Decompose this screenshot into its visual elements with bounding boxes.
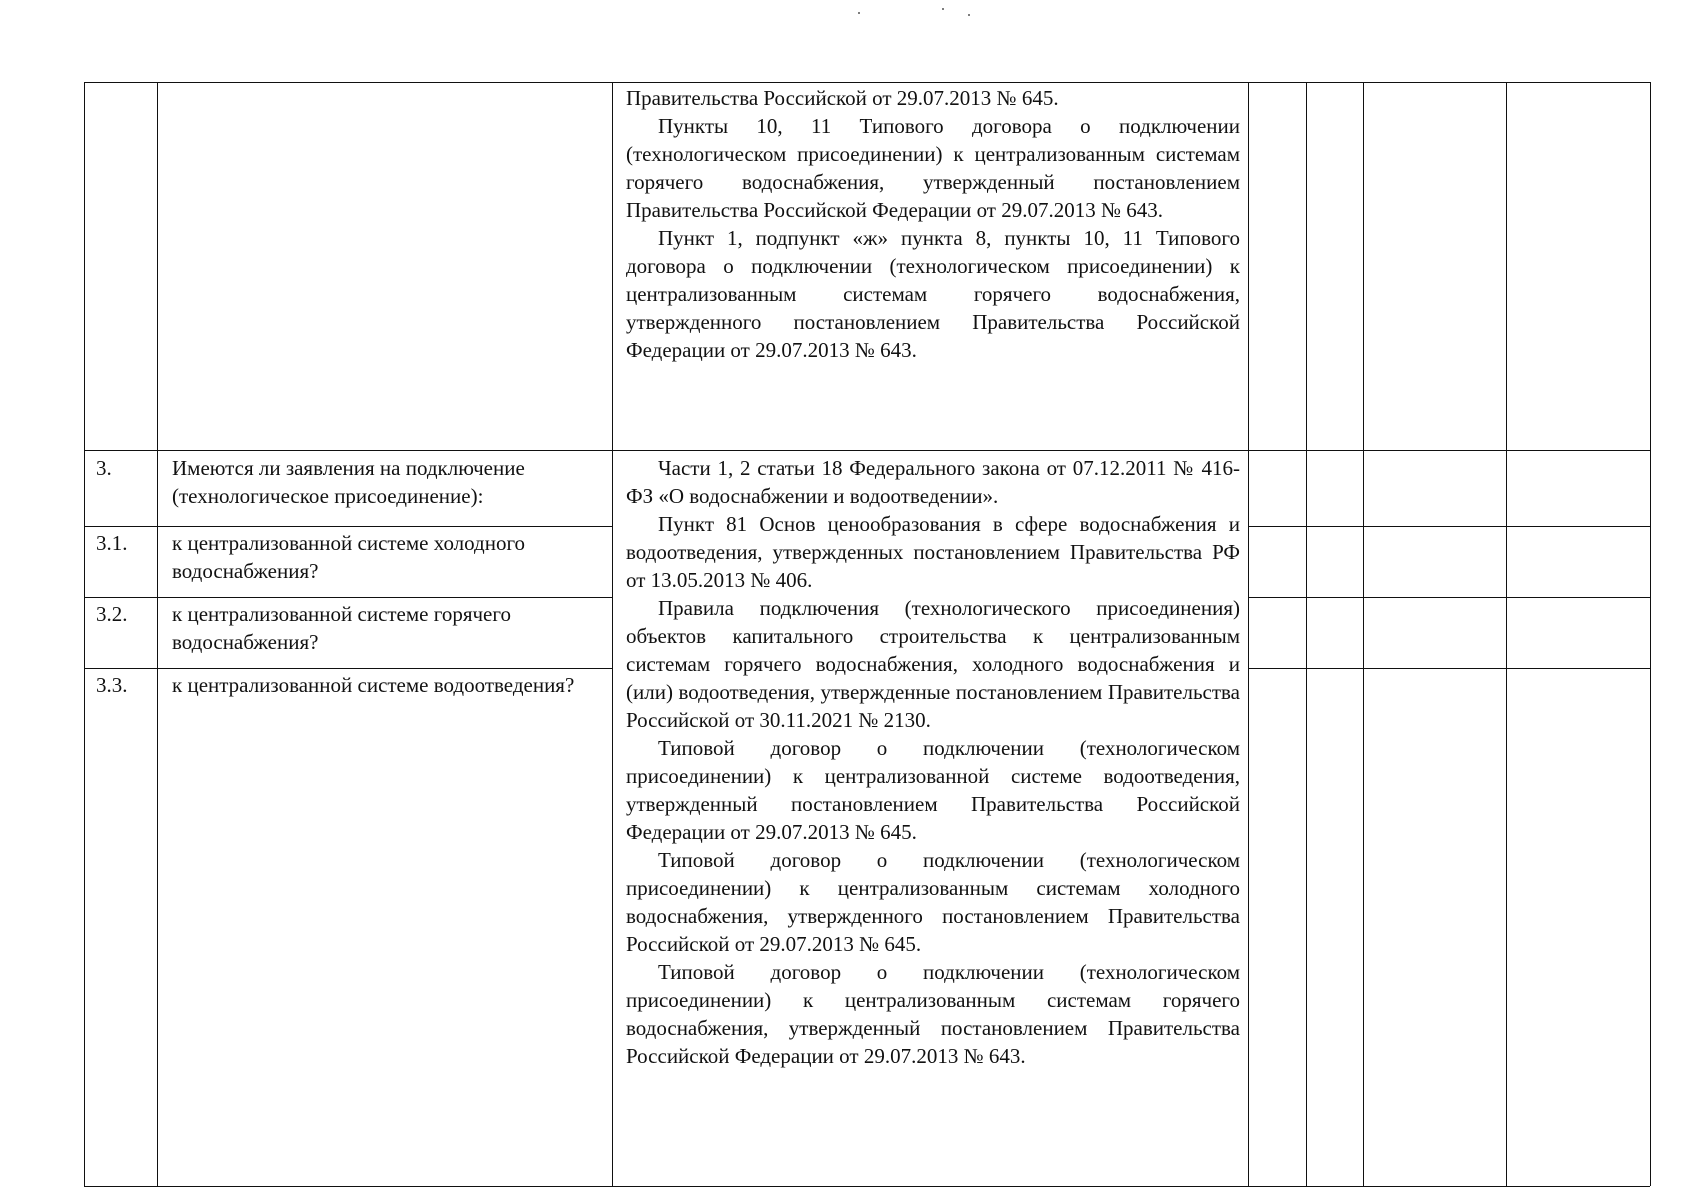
row-number: 3.1.: [96, 531, 128, 555]
row-separator-3-1-right: [1248, 526, 1650, 527]
row-separator-3-3-right: [1248, 668, 1650, 669]
question-text: Имеются ли заявления на подключение (технологическое присоединение):: [172, 456, 525, 508]
row-separator-3-3: [84, 668, 612, 669]
question-text: к централизованной системе горячего водоснабжения?: [172, 602, 511, 654]
table-divider-legal: [1248, 82, 1249, 1186]
legal-paragraph: Правительства Российской от 29.07.2013 № 645.: [626, 86, 1059, 110]
question-text: к централизованной системе холодного водоснабжения?: [172, 531, 526, 583]
row-number: 3.3.: [96, 673, 128, 697]
row-separator-3: [84, 450, 1650, 451]
row-separator-3-2: [84, 597, 612, 598]
legal-references: [626, 454, 1240, 1070]
table-border-top: [84, 82, 1650, 83]
row-separator-3-1: [84, 526, 612, 527]
row-number: 3.: [96, 456, 112, 480]
table-divider-c1: [1306, 82, 1307, 1186]
table-divider-c3: [1506, 82, 1507, 1186]
legal-paragraph: Пункт 1, подпункт «ж» пункта 8, пункты 10, 11 Типового договора о подключении (технологическом присоединении) к централизованным системам горячего водоснабжения, утвержденного постановлением Правительства Российской Федерации от 29.07.2013 № 643.: [626, 226, 1240, 362]
scan-speck: [942, 8, 944, 10]
legal-paragraph: Пункт 81 Основ ценообразования в сфере водоснабжения и водоотведения, утвержденных постановлением Правительства РФ от 13.05.2013 № 406.: [626, 512, 1240, 592]
row-separator-3-2-right: [1248, 597, 1650, 598]
table-divider-num: [157, 82, 158, 1186]
table-border-bottom: [84, 1186, 1650, 1187]
legal-paragraph: Типовой договор о подключении (технологическом присоединении) к централизованным системам холодного водоснабжения, утвержденного постановлением Правительства Российской от 29.07.2013 № 645.: [626, 848, 1240, 956]
legal-paragraph: Части 1, 2 статьи 18 Федерального закона от 07.12.2011 № 416-ФЗ «О водоснабжении и водоотведении».: [626, 456, 1240, 508]
legal-paragraph: Правила подключения (технологического присоединения) объектов капитального строительства к централизованным системам горячего водоснабжения, холодного водоснабжения и (или) водоотведения, утвержденные постановлением Правительства Российской от 30.11.2021 № 2130.: [626, 596, 1240, 732]
legal-paragraph: Пункты 10, 11 Типового договора о подключении (технологическом присоединении) к централизованным системам горячего водоснабжения, утвержденный постановлением Правительства Российской Федерации от 29.07.2013 № 643.: [626, 114, 1240, 222]
table-divider-c2: [1363, 82, 1364, 1186]
scan-speck: [968, 14, 970, 16]
row-number: 3.2.: [96, 602, 128, 626]
table-border-right: [1650, 82, 1651, 1186]
question-text: к централизованной системе водоотведения?: [172, 673, 575, 697]
legal-paragraph: Типовой договор о подключении (технологическом присоединении) к централизованной системе водоотведения, утвержденный постановлением Правительства Российской Федерации от 29.07.2013 № 645.: [626, 736, 1240, 844]
legal-references-continued: [626, 84, 1240, 364]
scan-speck: [858, 12, 860, 14]
table-divider-question: [612, 82, 613, 1186]
table-border-left: [84, 82, 85, 1186]
legal-paragraph: Типовой договор о подключении (технологическом присоединении) к централизованным системам горячего водоснабжения, утвержденный постановлением Правительства Российской Федерации от 29.07.2013 № 643.: [626, 960, 1240, 1068]
